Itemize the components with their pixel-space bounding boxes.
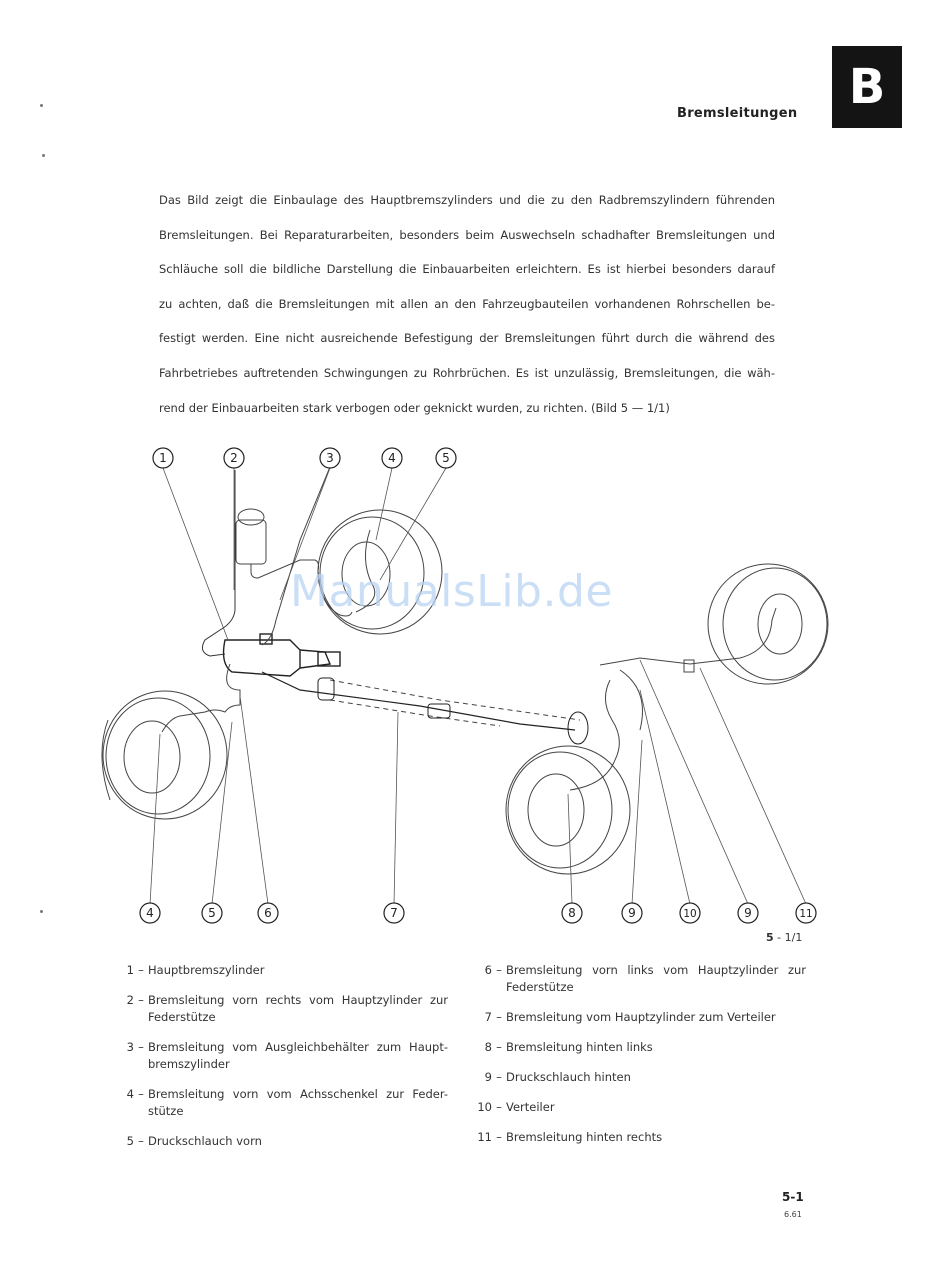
- rear-right-wheel: [708, 564, 828, 684]
- legend-text: Bremsleitung vom Hauptzylinder zum Verteiler: [506, 1010, 776, 1024]
- svg-text:5: 5: [208, 906, 216, 920]
- legend-text: Hauptbremszylinder: [148, 963, 265, 977]
- legend-text: Bremsleitung vom Ausgleichbehälter zum Haupt-: [148, 1040, 448, 1054]
- callout-9-second: [738, 903, 758, 923]
- legend-number: 5: [126, 1134, 134, 1148]
- svg-text:5: 5: [442, 451, 450, 465]
- legend-item: 9 – Druckschlauch hinten: [476, 1069, 806, 1086]
- intro-line: Schläuche soll die bildliche Darstellung die Einbauarbeiten erleichtern. Es ist hierbei besonders darauf: [159, 262, 775, 277]
- legend-number: 7: [484, 1010, 492, 1024]
- legend-item: 5 – Druckschlauch vorn: [118, 1133, 448, 1150]
- svg-text:8: 8: [568, 906, 576, 920]
- svg-text:9: 9: [628, 906, 636, 920]
- legend-text: Druckschlauch hinten: [506, 1070, 631, 1084]
- callout-4-bottom: [140, 903, 160, 923]
- intro-line: Bremsleitungen. Bei Reparaturarbeiten, besonders beim Auswechseln schadhafter Bremsleitungen und: [159, 227, 775, 242]
- callout-3: [320, 448, 340, 468]
- legend-right: [476, 962, 806, 1159]
- legend-text: Bremsleitung vorn rechts vom Hauptzylinder zur: [148, 993, 448, 1007]
- svg-text:6: 6: [264, 906, 272, 920]
- figure-ref-number: 5: [766, 931, 774, 944]
- legend-text: Bremsleitung hinten links: [506, 1040, 653, 1054]
- legend-item: 2 – Bremsleitung vorn rechts vom Hauptzylinder zur Federstütze: [118, 992, 448, 1026]
- legend-text: Verteiler: [506, 1100, 555, 1114]
- callout-9: [622, 903, 642, 923]
- legend-number: 6: [484, 963, 492, 977]
- scan-speck: [42, 154, 45, 157]
- legend-text: Bremsleitung vorn links vom Hauptzylinder zur: [506, 963, 806, 977]
- legend-number: 9: [484, 1070, 492, 1084]
- intro-line: Das Bild zeigt die Einbaulage des Hauptbremszylinders und die zu den Radbremszylindern führenden: [159, 193, 775, 207]
- page-number: 5-1: [782, 1190, 804, 1204]
- svg-text:7: 7: [390, 906, 398, 920]
- legend-number: 8: [484, 1040, 492, 1054]
- legend-item: 6 – Bremsleitung vorn links vom Hauptzylinder zur Federstütze: [476, 962, 806, 996]
- callout-10: [680, 903, 700, 923]
- legend-item: 7 – Bremsleitung vom Hauptzylinder zum Verteiler: [476, 1009, 806, 1026]
- svg-text:3: 3: [326, 451, 334, 465]
- legend-text: stütze: [148, 1104, 184, 1118]
- legend-item: 1 – Hauptbremszylinder: [118, 962, 448, 979]
- rear-left-wheel: [506, 746, 630, 874]
- legend-number: 2: [126, 993, 134, 1007]
- figure-ref-suffix: - 1/1: [773, 931, 803, 944]
- legend-item: 3 – Bremsleitung vom Ausgleichbehälter zum Haupt- bremszylinder: [118, 1039, 448, 1073]
- callout-6: [258, 903, 278, 923]
- scan-speck: [40, 910, 43, 913]
- svg-text:1: 1: [159, 451, 167, 465]
- svg-text:11: 11: [799, 908, 813, 920]
- callout-1: [153, 448, 173, 468]
- callout-8: [562, 903, 582, 923]
- intro-line: rend der Einbauarbeiten stark verbogen oder geknickt wurden, zu richten. (Bild 5 — 1/1): [159, 400, 670, 415]
- callout-7: [384, 903, 404, 923]
- legend-text: Bremsleitung hinten rechts: [506, 1130, 663, 1144]
- callout-2: [224, 448, 244, 468]
- svg-text:2: 2: [230, 451, 238, 465]
- legend-number: 4: [126, 1087, 134, 1101]
- master-cylinder: [224, 634, 340, 676]
- section-letter: B: [848, 59, 886, 115]
- legend-text: Federstütze: [506, 980, 574, 994]
- front-left-wheel: [102, 691, 227, 819]
- section-tab: [832, 46, 902, 128]
- legend-left: [118, 962, 448, 1163]
- legend-item: 8 – Bremsleitung hinten links: [476, 1039, 806, 1056]
- watermark: ManualsLib.de: [290, 566, 613, 617]
- intro-line: festigt werden. Eine nicht ausreichende Befestigung der Bremsleitungen führt durch die während des: [159, 331, 775, 346]
- callout-5: [436, 448, 456, 468]
- intro-line: Fahrbetriebes auftretenden Schwingungen zu Rohrbrüchen. Es ist unzulässig, Bremsleitungen, die wäh-: [159, 365, 775, 380]
- section-title: Bremsleitungen: [677, 106, 798, 121]
- callout-5-bottom: [202, 903, 222, 923]
- svg-text:4: 4: [388, 451, 396, 465]
- legend-item: 11 – Bremsleitung hinten rechts: [476, 1129, 806, 1146]
- legend-text: Druckschlauch vorn: [148, 1134, 262, 1148]
- callout-4: [382, 448, 402, 468]
- svg-text:10: 10: [683, 908, 697, 920]
- intro-line: zu achten, daß die Bremsleitungen mit allen an den Fahrzeugbauteilen vorhandenen Rohrschellen be-: [159, 296, 775, 311]
- legend-item: 10 – Verteiler: [476, 1099, 806, 1116]
- legend-number: 10: [477, 1100, 492, 1114]
- legend-number: 11: [477, 1130, 492, 1144]
- legend-number: 3: [126, 1040, 134, 1054]
- intro-paragraph: [159, 184, 775, 426]
- figure-reference: [766, 931, 802, 944]
- legend-text: Federstütze: [148, 1010, 216, 1024]
- svg-text:4: 4: [146, 906, 154, 920]
- legend-text: Bremsleitung vorn vom Achsschenkel zur Feder-: [148, 1087, 448, 1101]
- page-date: 6.61: [784, 1210, 802, 1219]
- legend-item: 4 – Bremsleitung vorn vom Achsschenkel zur Feder- stütze: [118, 1086, 448, 1120]
- legend-number: 1: [126, 963, 134, 977]
- callout-11: [796, 903, 816, 923]
- brake-line-diagram: [0, 430, 950, 950]
- scan-speck: [40, 104, 43, 107]
- svg-text:9: 9: [744, 906, 752, 920]
- legend-text: bremszylinder: [148, 1057, 230, 1071]
